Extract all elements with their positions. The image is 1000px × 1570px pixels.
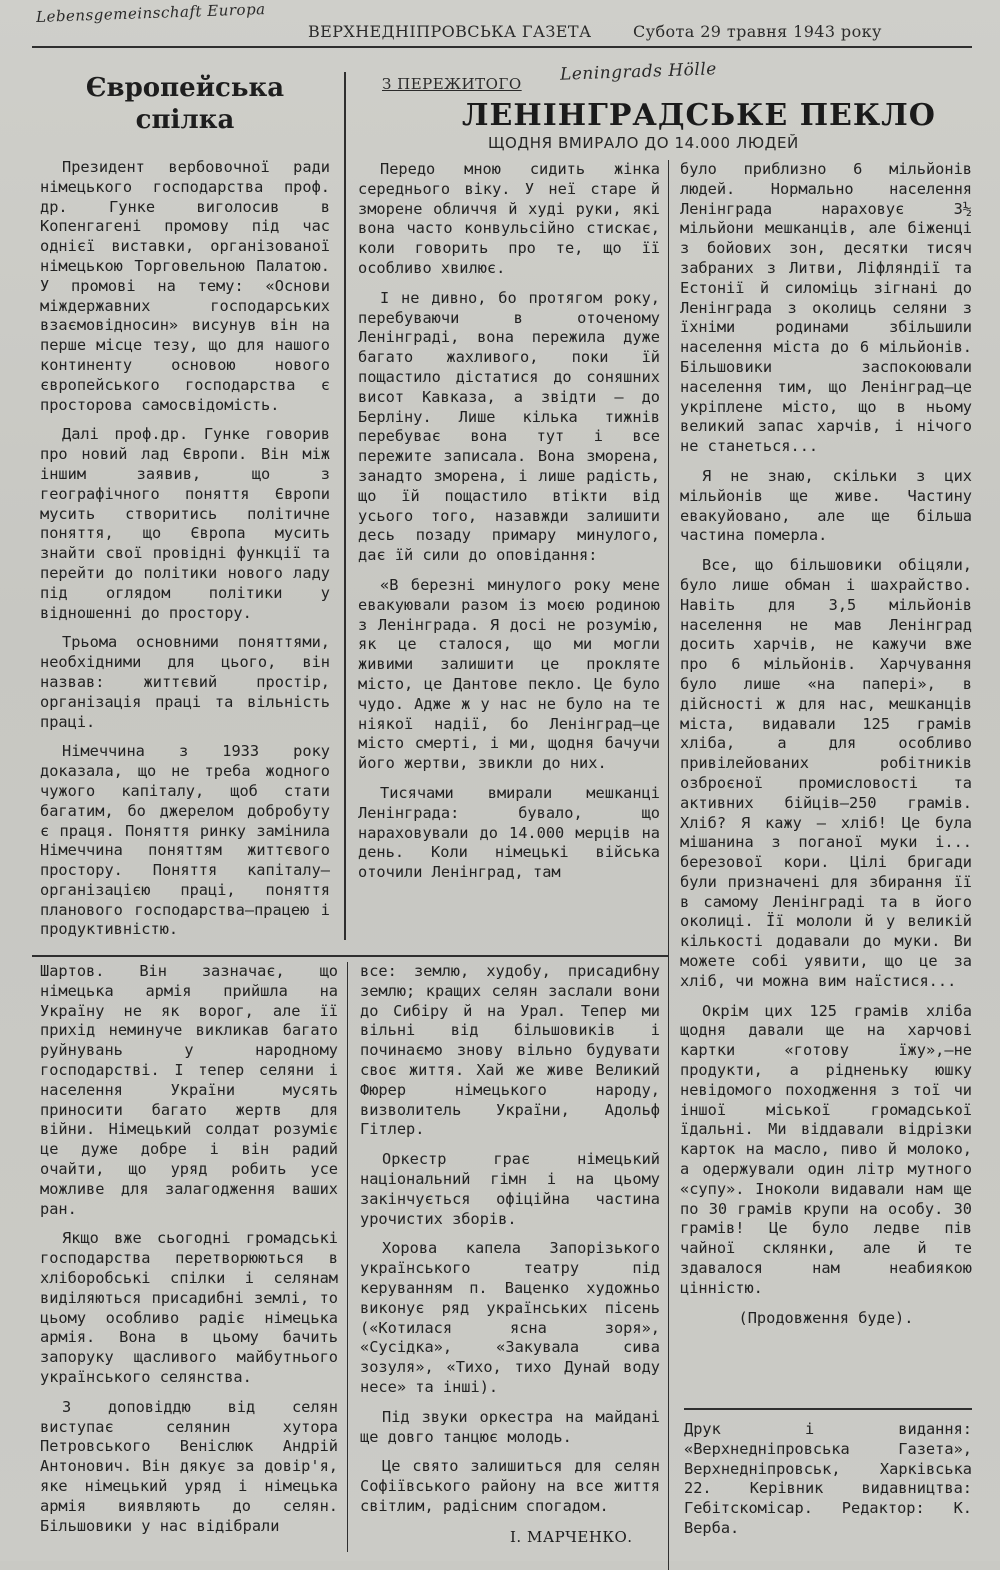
article2-title: ЛЕНІНГРАДСЬКЕ ПЕКЛО (462, 98, 936, 133)
article2-paragraph: Окрім цих 125 грамів хліба щодня давали ще на харчові картки «готову їжу»,—не продукти, а рідненьку юшку невідомого походження з тої чи іншої міської громадської їдальні. Ми віддавали відрізки карток на масло, пиво й молоко, а одержували один літр мутного «супу». Іноколи видавали нам ще по 30 грамів крупи на особу. 30 грамів! Це було ледве пів чайної склянки, але й те здавалося нам неабиякою цінністю. (680, 1001, 972, 1297)
article1-paragraph: Президент вербовочної ради німецького господарства проф. др. Гунке виголосив в Копенгагені промову під час однієї виставки, організованої німецькою Торговельною Палатою. У промові на тему: «Основи міждержавних господарських взаємовідносин» висунув він на перше місце тезу, що для нашого континенту основою нового європейського господарства є просторова самосвідомість. (40, 158, 330, 414)
article2-paragraph: Все, що більшовики обіцяли, було лише обман і шахрайство. Навіть для 3,5 мільйонів населення не мав Ленінград досить харчів, не кажучи вже про 6 мільйонів. Харчування було лише «на папері», в дійсності ж для нас, мешканців міста, видавали 125 грамів хліба, а для особливо привілейованих робітників озброєної промисловості та активних бійців—250 грамів. Хліб? Я кажу — хліб! Це була мішанина з поганої муки і... березової кори. Цілі бригади були призначені для збирання її в самому Ленінграді та в його околиці. Її мололи й у великій кількості додавали до муки. Ви можете собі уявити, що це за хліб, чи можна вим наїстися... (680, 556, 972, 990)
imprint-text: Друк і видання: «Верхнедніпровська Газета», Верхнедніпровськ, Харківська 22. Керівник видавництва: Гебітскомісар. Редактор: К. Верба. (684, 1420, 972, 1537)
article3-paragraph: Якщо вже сьогодні громадські господарства перетворюються в хліборобські спілки і селянам виділяються присадибні землі, то цьому особливо радіє німецька армія. Вона в цьому бачить запоруку щасливого майбутнього українського селянства. (40, 1229, 338, 1386)
article2-paragraph: І не дивно, бо протягом року, перебуваючи в оточеному Ленінграді, вона пережила дуже багато жахливого, поки їй пощастило дістатися до соняшних висот Кавказа, а звідти — до Берліну. Лише кілька тижнів перебуває вона тут і все пережите записала. Вона зморена, занадто зморена, і лише радість, що їй пощастило втікти від усього того, назавжди залишити десь позаду примару минулого, дає їй сили до оповідання: (358, 288, 660, 565)
article1-body (40, 158, 330, 950)
article2-column-2 (680, 160, 972, 1395)
article2-paragraph: було приблизно 6 мільйонів людей. Нормально населення Ленінграда нараховує 3½ мільйони мешканців, але біженці з бойових зон, десятки тисяч забраних з Литви, Ліфляндії та Естонії й силоміць зігнані до Ленінграда з околиць селяни з їхніми родинами збільшили населення міста до 6 мільйонів. Більшовики заспокоювали населення тим, що Ленінград—це укріплене місто, що в ньому великий запас харчів, і нічого не станеться... (680, 160, 972, 456)
article3-paragraph: Шартов. Він зазначає, що німецька армія прийшла на Україну не як ворог, але її прихід неминуче викликав багато руйнувань у народному господарстві. І тепер селяни і населення України мусять приносити багато жертв для війни. Німецький солдат розуміє це дуже добре і він радий очайти, що уряд робить усе можливе для залагодження ваших ран. (40, 962, 338, 1218)
article2-subtitle: ЩОДНЯ ВМИРАЛО ДО 14.000 ЛЮДЕЙ (488, 134, 799, 152)
article3-paragraph: Під звуки оркестра на майдані ще довго танцює молодь. (360, 1407, 660, 1446)
article1-paragraph: Німеччина з 1933 року доказала, що не треба жодного чужого капіталу, щоб стати багатим, бо джерелом добробуту є праця. Поняття ринку замінила Німеччина поняттям життєвого простору. Поняття капіталу—організацією праці, поняття планового господарства—працею і продуктивністю. (40, 742, 330, 939)
article2-paragraph: Тисячами вмирали мешканці Ленінграда: бувало, що нараховували до 14.000 мерців на день. Коли німецькі війська оточили Ленінград, там (358, 783, 660, 882)
imprint-rule (684, 1408, 972, 1410)
article3-paragraph: Хорова капела Запорізького українського театру під керуванням п. Ваценко художньо виконує ряд українських пісень («Котилася ясна зоря», «Сусідка», «Закувала сива зозуля», «Тихо, тихо Дунай воду несе» та інші). (360, 1239, 660, 1396)
column-divider (668, 160, 669, 1570)
newspaper-name: ВЕРХНЕДНІПРОВСЬКА ГАЗЕТА (308, 22, 592, 41)
handwritten-note-header: Lebensgemeinschaft Europa (35, 0, 266, 27)
continuation-note: (Продовження буде). (738, 1308, 914, 1327)
article2-paragraph: Я не знаю, скільки з цих мільйонів ще живе. Частину евакуйовано, але ще більша частина померла. (680, 466, 972, 545)
column-divider (347, 962, 348, 1552)
article3-paragraph: все: землю, худобу, присадибну землю; кращих селян заслали вони до Сибіру й на Урал. Тепер ми вільні від більшовиків і починаємо знову вільно будувати своє життя. Хай же живе Великий Фюрер німецького народу, визволитель України, Адольф Гітлер. (360, 962, 660, 1139)
article3-paragraph: Це свято залишиться для селян Софіївського району на все життя світлим, радісним спогадом. (360, 1457, 660, 1515)
article1-title: Європейська спілка (85, 73, 285, 135)
section-rule (32, 955, 668, 957)
article1-paragraph: Далі проф.др. Гунке говорив про новий лад Європи. Він між іншим заявив, що з географічного поняття Європи мусить створитись політичне поняття, що Європа мусить знайти свої провідні функції та перейти до політики нового ладу під оглядом політики у відношенні до простору. (40, 425, 330, 622)
imprint-block (684, 1420, 972, 1549)
issue-date: Субота 29 травня 1943 року (633, 22, 882, 41)
header-rule (32, 46, 972, 48)
column-divider (344, 72, 346, 940)
article3-column-2 (360, 962, 660, 1522)
article2-column-1 (358, 160, 660, 950)
article1-paragraph: Трьома основними поняттями, необхідними для цього, він назвав: життєвий простір, організація праці та вільність праці. (40, 633, 330, 731)
article2-paragraph: «В березні минулого року мене евакуювали разом із моєю родиною з Ленінграда. Я досі не розумію, як це сталося, що ми могли живими залишити це прокляте місто, це Дантове пекло. Це було чудо. Адже ж у нас не було на те ніякої надії, бо Ленінград—це місто смерті, і ми, щодня бачучи його жертви, звикли до них. (358, 575, 660, 773)
article2-paragraph: Передо мною сидить жінка середнього віку. У неї старе й зморене обличчя й худі руки, які вона часто конвульсійно стискає, коли говорить про те, що її особливо хвилює. (358, 160, 660, 277)
article3-signature: І. МАРЧЕНКО. (510, 1528, 633, 1546)
article2-rubric: З ПЕРЕЖИТОГО (382, 75, 522, 93)
article3-paragraph: З доповіддю від селян виступає селянин хутора Петровського Веніслюк Андрій Антонович. Він дякує за довір'я, яке німецький уряд і німецька армія виявляють до селян. Більшовики у нас відібрали (40, 1397, 338, 1535)
article3-column-1 (40, 962, 338, 1552)
article3-paragraph: Оркестр грає німецький національний гімн і на цьому закінчується офіційна частина урочистих зборів. (360, 1150, 660, 1228)
handwritten-note-article: Leningrads Hölle (559, 59, 718, 85)
